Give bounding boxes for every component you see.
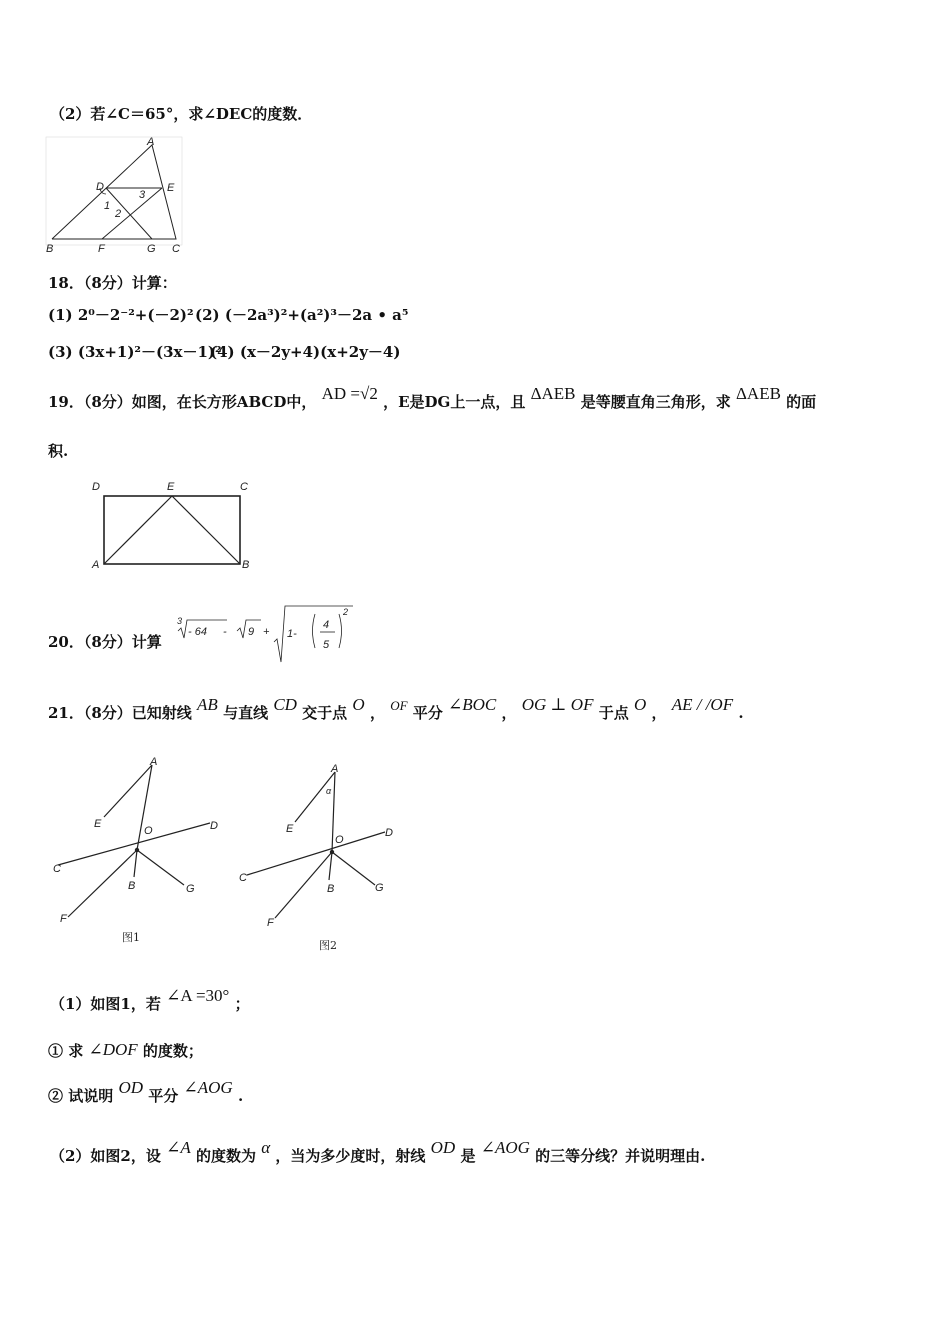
fig19-E: E [167, 481, 175, 493]
q21-c2c: . [237, 1087, 244, 1105]
q21-p3: 交于点 [302, 704, 348, 722]
q21-p9: . [738, 704, 744, 722]
fig21b-F: F [267, 917, 274, 929]
q21-figure-1 [50, 755, 230, 955]
fig17-D: D [96, 181, 104, 193]
q21-boc-math: ∠BOC [448, 695, 497, 714]
fig21b-G: G [375, 882, 384, 894]
fig21b-A: A [331, 763, 339, 775]
q21-od-math: OD [118, 1078, 144, 1097]
q21-o-math-1: O [352, 695, 365, 714]
fig17-angle2: 2 [115, 208, 122, 220]
fig21a-F: F [60, 913, 67, 925]
fig21b-B: B [327, 883, 335, 895]
fig21b-caption: 图2 [319, 939, 337, 952]
q21-o-math-2: O [633, 695, 647, 714]
fig19-A: A [92, 559, 100, 571]
q21-s2a: （2）如图2，设 [50, 1147, 161, 1165]
q19-p3: 是等腰直角三角形，求 [580, 393, 731, 411]
q21-p6: ， [501, 704, 517, 722]
fig21b-C: C [239, 872, 247, 884]
q18-expr1: (1) 2⁰－2⁻²+(－2)² [48, 306, 194, 324]
q19-triangle-math-2: ΔAEB [735, 384, 781, 403]
q21-figure-2 [235, 760, 415, 960]
q19-p1: 19．（8分）如图，在长方形ABCD中， [48, 393, 317, 411]
q21-p8: ， [651, 704, 667, 722]
q21-sub1-item2 [48, 1078, 244, 1106]
q21-p7: 于点 [598, 704, 629, 722]
q21-cd-math: CD [273, 695, 297, 714]
q19-ad-math: AD =√2 [321, 384, 378, 403]
q18-title: 18．（8分）计算： [48, 274, 177, 292]
fig21a-E: E [94, 818, 102, 830]
q21-c1b: 的度数； [142, 1042, 203, 1060]
fig21a-A: A [150, 756, 158, 768]
fig21a-O: O [144, 825, 153, 837]
fig17-F: F [98, 243, 105, 255]
q20-neg64: - 64 [188, 626, 207, 638]
q20-square: 2 [343, 607, 349, 617]
q20-minus: - [223, 626, 227, 638]
fig19-C: C [240, 481, 248, 493]
q21-p2: 与直线 [223, 704, 269, 722]
q21-s2d: 是 [460, 1147, 476, 1165]
q21-of-math: OF [390, 698, 408, 713]
q20-denominator: 5 [323, 639, 330, 651]
q19-p4: 的面 [786, 393, 817, 411]
fig21b-alpha: α [326, 786, 332, 796]
fig19-B: B [242, 559, 250, 571]
q21-sub1-b: ； [234, 995, 250, 1013]
q20-numerator: 4 [323, 619, 330, 631]
q21-s2b: 的度数为 [195, 1147, 256, 1165]
fig21b-D: D [385, 827, 393, 839]
q21-p5: 平分 [412, 704, 443, 722]
q20-nine: 9 [248, 626, 255, 638]
q20-label: 20．（8分）计算 [48, 633, 162, 651]
q19-text-line1 [48, 384, 817, 412]
fig17-angle1: 1 [104, 200, 111, 212]
fig19-D: D [92, 481, 100, 493]
q21-aog-math-2: ∠AOG [480, 1138, 530, 1157]
fig21a-D: D [210, 820, 218, 832]
fig21a-G: G [186, 883, 195, 895]
fig21a-caption: 图1 [122, 931, 140, 944]
q21-c2a: ② 试说明 [48, 1087, 114, 1105]
fig17-A: A [147, 136, 155, 148]
fig17-G: G [147, 243, 156, 255]
q19-figure [90, 478, 260, 573]
fig21a-B: B [128, 880, 136, 892]
q17-figure [44, 135, 184, 255]
q21-p4: ， [369, 704, 385, 722]
q21-sub1-item1 [48, 1040, 203, 1061]
q21-s2c: ，当为多少度时，射线 [275, 1147, 426, 1165]
q19-p2: ，E是DG上一点，且 [383, 393, 526, 411]
q21-sub1-a: （1）如图1，若 [50, 995, 161, 1013]
q21-perp-math: OG ⊥ OF [521, 695, 594, 714]
fig21b-E: E [286, 823, 294, 835]
q19-text-line2: 积. [48, 442, 69, 460]
q18-expr2: (2) (－2a³)²+(a²)³－2a • a⁵ [195, 306, 409, 324]
q18-expr4: (4) (x－2y+4)(x+2y－4) [210, 343, 401, 361]
q21-dof-math: ∠DOF [88, 1040, 138, 1059]
fig17-E: E [167, 182, 175, 194]
fig21a-C: C [53, 863, 61, 875]
q21-angle-a-math: ∠A [166, 1138, 191, 1157]
q21-ab-math: AB [197, 695, 218, 714]
fig17-angle3: 3 [139, 189, 146, 201]
q21-s2e: 的三等分线？并说明理由. [535, 1147, 706, 1165]
q17-part2: （2）若∠C＝65°，求∠DEC的度数． [50, 105, 313, 123]
q21-alpha-math: α [261, 1138, 271, 1157]
q21-od-math-2: OD [430, 1138, 456, 1157]
q21-angle-a-30: ∠A =30° [166, 986, 230, 1005]
q21-sub1 [50, 986, 250, 1014]
q21-sub2 [50, 1138, 706, 1166]
fig21b-O: O [335, 834, 344, 846]
q20-root-index: 3 [177, 616, 183, 626]
q20-expression [175, 604, 365, 664]
fig17-C: C [172, 243, 180, 255]
q21-statement [48, 695, 744, 723]
q21-p1: 21．（8分）已知射线 [48, 704, 192, 722]
q21-aog-math: ∠AOG [183, 1078, 233, 1097]
q21-parallel-math: AE / /OF [671, 695, 734, 714]
q20-one-minus: 1- [287, 628, 297, 640]
q21-c2b: 平分 [148, 1087, 179, 1105]
q18-expr3: (3) (3x+1)²－(3x－1)² [48, 343, 222, 361]
fig17-B: B [46, 243, 54, 255]
q20-plus: + [263, 626, 270, 638]
q19-triangle-math-1: ΔAEB [530, 384, 576, 403]
q21-c1a: ① 求 [48, 1042, 84, 1060]
